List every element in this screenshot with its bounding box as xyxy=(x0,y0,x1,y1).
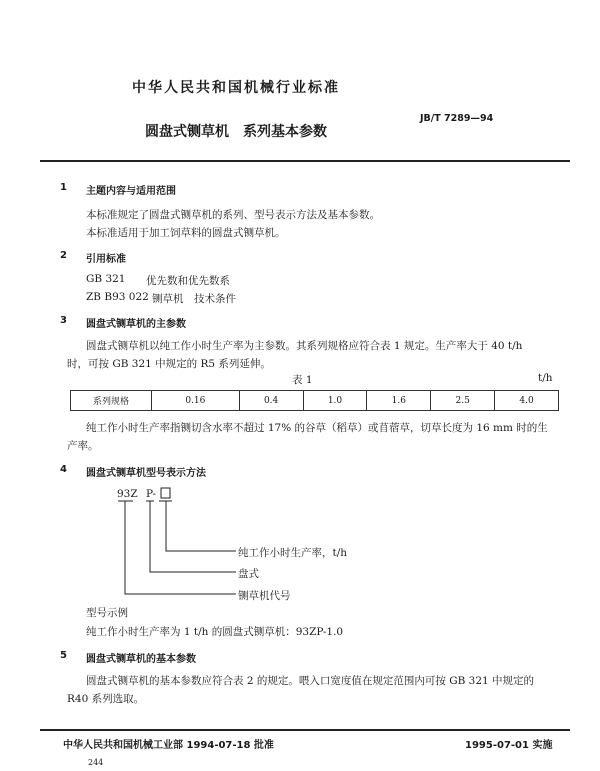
table-cell: 1.0 xyxy=(303,391,367,411)
approval-statement: 中华人民共和国机械工业部 1994-07-18 批准 xyxy=(63,740,274,751)
model-example-title: 型号示例 xyxy=(86,607,128,619)
table-1-note-line-2: 产率。 xyxy=(67,440,99,452)
table-cell: 0.16 xyxy=(152,391,240,411)
model-example-text: 纯工作小时生产率为 1 t/h 的圆盘式铡草机：93ZP-1.0 xyxy=(86,626,344,638)
section-3-heading: 圆盘式铡草机的主参数 xyxy=(86,319,186,330)
section-4-heading: 圆盘式铡草机型号表示方法 xyxy=(86,468,206,479)
footer-divider xyxy=(40,729,570,731)
document-title: 圆盘式铡草机 系列基本参数 xyxy=(145,124,327,140)
implementation-date: 1995-07-01 实施 xyxy=(465,740,553,751)
table-1-caption: 表 1 xyxy=(292,374,313,386)
standard-code: JB/T 7289—94 xyxy=(420,113,494,124)
table-row-label: 系列规格 xyxy=(71,391,152,411)
section-1-number: 1 xyxy=(60,182,67,193)
reference-1-code: GB 321 xyxy=(86,273,126,285)
section-1-heading: 主题内容与适用范围 xyxy=(86,186,176,197)
table-cell: 1.6 xyxy=(367,391,431,411)
reference-2-title: 铡草机 技术条件 xyxy=(152,293,236,305)
section-5-number: 5 xyxy=(60,650,67,661)
table-cell: 0.4 xyxy=(239,391,303,411)
model-label-rate: 纯工作小时生产率，t/h xyxy=(238,547,348,559)
model-label-disc: 盘式 xyxy=(238,568,259,580)
section-3-paragraph-line-1: 圆盘式铡草机以纯工作小时生产率为主参数。其系列规格应符合表 1 规定。生产率大于 40 t/h xyxy=(86,340,523,352)
section-5-paragraph-line-2: R40 系列选取。 xyxy=(67,693,145,705)
model-letter-p: P- xyxy=(146,488,157,500)
section-5-paragraph-line-1: 圆盘式铡草机的基本参数应符合表 2 的规定。喂入口宽度值在规定范围内可按 GB 321 中规定的 xyxy=(86,675,535,687)
table-1-note-line-1: 纯工作小时生产率指铡切含水率不超过 17% 的谷草（稻草）或苜蓿草，切草长度为 16 mm 时的生 xyxy=(86,422,548,434)
section-5-heading: 圆盘式铡草机的基本参数 xyxy=(86,654,196,665)
section-1-paragraph-2: 本标准适用于加工饲草料的圆盘式铡草机。 xyxy=(86,227,286,239)
section-1-paragraph-1: 本标准规定了圆盘式铡草机的系列、型号表示方法及基本参数。 xyxy=(86,209,380,221)
section-2-heading: 引用标准 xyxy=(86,254,126,265)
page-number: 244 xyxy=(88,758,104,767)
table-cell: 4.0 xyxy=(495,391,559,411)
section-3-paragraph-line-2: 时，可按 GB 321 中规定的 R5 系列延伸。 xyxy=(67,358,271,370)
section-4-number: 4 xyxy=(60,464,67,475)
section-3-number: 3 xyxy=(60,315,67,326)
reference-1-title: 优先数和优先数系 xyxy=(146,275,230,287)
table-1-unit: t/h xyxy=(538,372,553,384)
org-standard-title: 中华人民共和国机械行业标准 xyxy=(132,80,340,96)
reference-2-code: ZB B93 022 xyxy=(86,291,149,303)
model-prefix: 93Z xyxy=(117,488,138,500)
section-2-number: 2 xyxy=(60,250,67,261)
table-cell: 2.5 xyxy=(431,391,495,411)
model-label-code: 铡草机代号 xyxy=(238,590,291,602)
